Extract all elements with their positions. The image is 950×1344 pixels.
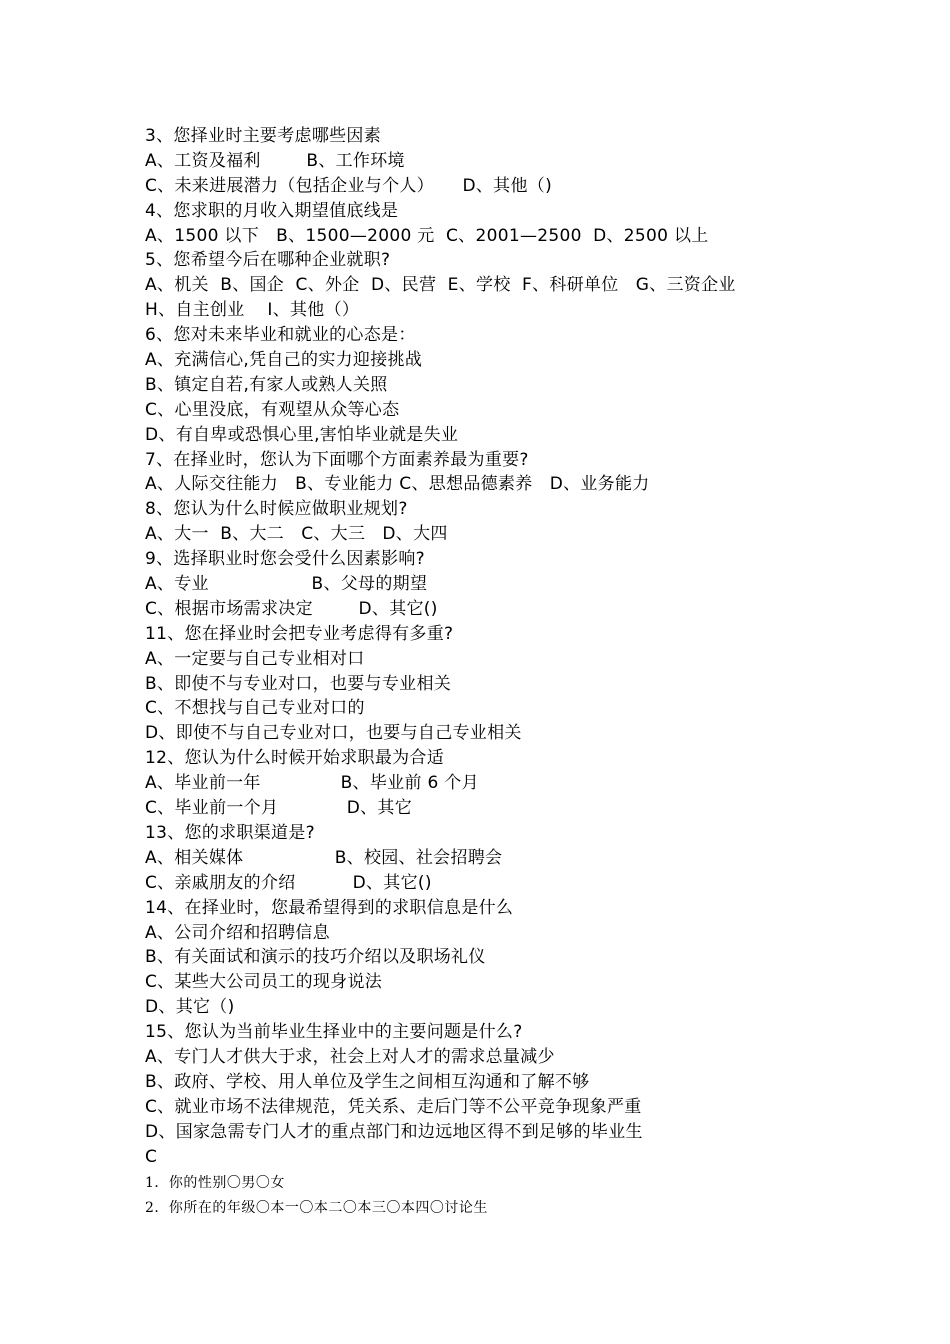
question-11: 11、您在择业时会把专业考虑得有多重? (145, 623, 454, 644)
question-6-option-b: B、镇定自若,有家人或熟人关照 (145, 374, 388, 395)
question-14-option-b: B、有关面试和演示的技巧介绍以及职场礼仪 (145, 947, 486, 968)
question-6: 6、您对未来毕业和就业的心态是： (145, 325, 416, 346)
question-11-option-b: B、即使不与专业对口，也要与专业相关 (145, 673, 452, 694)
question-5-options-h-i: H、自主创业 I、其他（） (145, 300, 360, 321)
question-13: 13、您的求职渠道是? (145, 822, 315, 843)
question-9: 9、选择职业时您会受什么因素影响? (145, 549, 425, 570)
question-14-option-c: C、某些大公司员工的现身说法 (145, 972, 383, 993)
question-6-option-d: D、有自卑或恐惧心里,害怕毕业就是失业 (145, 424, 459, 445)
survey-item-grade: 2．你所在的年级〇本一〇本二〇本三〇本四〇讨论生 (145, 1200, 488, 1217)
question-13-options-a-b: A、相关媒体 B、校园、社会招聘会 (145, 847, 503, 868)
question-11-option-a: A、一定要与自己专业相对口 (145, 648, 365, 669)
question-6-option-c: C、心里没底，有观望从众等心态 (145, 399, 400, 420)
question-15: 15、您认为当前毕业生择业中的主要问题是什么? (145, 1022, 523, 1043)
question-8: 8、您认为什么时候应做职业规划? (145, 499, 408, 520)
question-9-options-a-b: A、专业 B、父母的期望 (145, 574, 428, 595)
question-3-options-c-d: C、未来进展潜力（包括企业与个人） D、其他（) (145, 175, 553, 196)
question-15-option-d: D、国家急需专门人才的重点部门和边远地区得不到足够的毕业生 (145, 1121, 643, 1142)
question-5: 5、您希望今后在哪种企业就职? (145, 250, 391, 271)
question-15-option-c: C、就业市场不法律规范，凭关系、走后门等不公平竞争现象严重 (145, 1096, 642, 1117)
question-8-options: A、大一 B、大二 C、大三 D、大四 (145, 524, 448, 545)
question-12-options-a-b: A、毕业前一年 B、毕业前 6 个月 (145, 773, 479, 794)
question-14-option-d: D、其它（) (145, 997, 235, 1018)
question-11-option-d: D、即使不与自己专业对口，也要与自己专业相关 (145, 723, 522, 744)
question-3: 3、您择业时主要考虑哪些因素 (145, 126, 382, 146)
question-4: 4、您求职的月收入期望值底线是 (145, 200, 399, 221)
question-14: 14、在择业时，您最希望得到的求职信息是什么 (145, 897, 514, 918)
question-12-options-c-d: C、毕业前一个月 D、其它 (145, 798, 413, 819)
question-15-option-a: A、专门人才供大于求，社会上对人才的需求总量减少 (145, 1046, 555, 1067)
question-4-options: A、1500 以下 B、1500—2000 元 C、2001—2500 D、2500 以上 (145, 225, 709, 246)
question-12: 12、您认为什么时候开始求职最为合适 (145, 748, 445, 769)
question-11-option-c: C、不想找与自己专业对口的 (145, 698, 365, 719)
question-7-options: A、人际交往能力 B、专业能力 C、思想品德素养 D、业务能力 (145, 474, 650, 495)
question-7: 7、在择业时，您认为下面哪个方面素养最为重要? (145, 449, 529, 470)
questionnaire-body (145, 124, 925, 1221)
question-14-option-a: A、公司介绍和招聘信息 (145, 922, 330, 943)
question-5-options-a-g: A、机关 B、国企 C、外企 D、民营 E、学校 F、科研单位 G、三资企业 (145, 275, 736, 296)
question-9-options-c-d: C、根据市场需求决定 D、其它() (145, 598, 438, 619)
question-15-option-b: B、政府、学校、用人单位及学生之间相互沟通和了解不够 (145, 1071, 590, 1092)
question-6-option-a: A、充满信心,凭自己的实力迎接挑战 (145, 350, 423, 371)
question-3-options-a-b: A、工资及福利 B、工作环境 (145, 150, 405, 171)
survey-item-gender: 1．你的性别〇男〇女 (145, 1175, 285, 1192)
question-13-options-c-d: C、亲戚朋友的介绍 D、其它() (145, 872, 432, 893)
stray-option-letter: C (145, 1146, 158, 1167)
